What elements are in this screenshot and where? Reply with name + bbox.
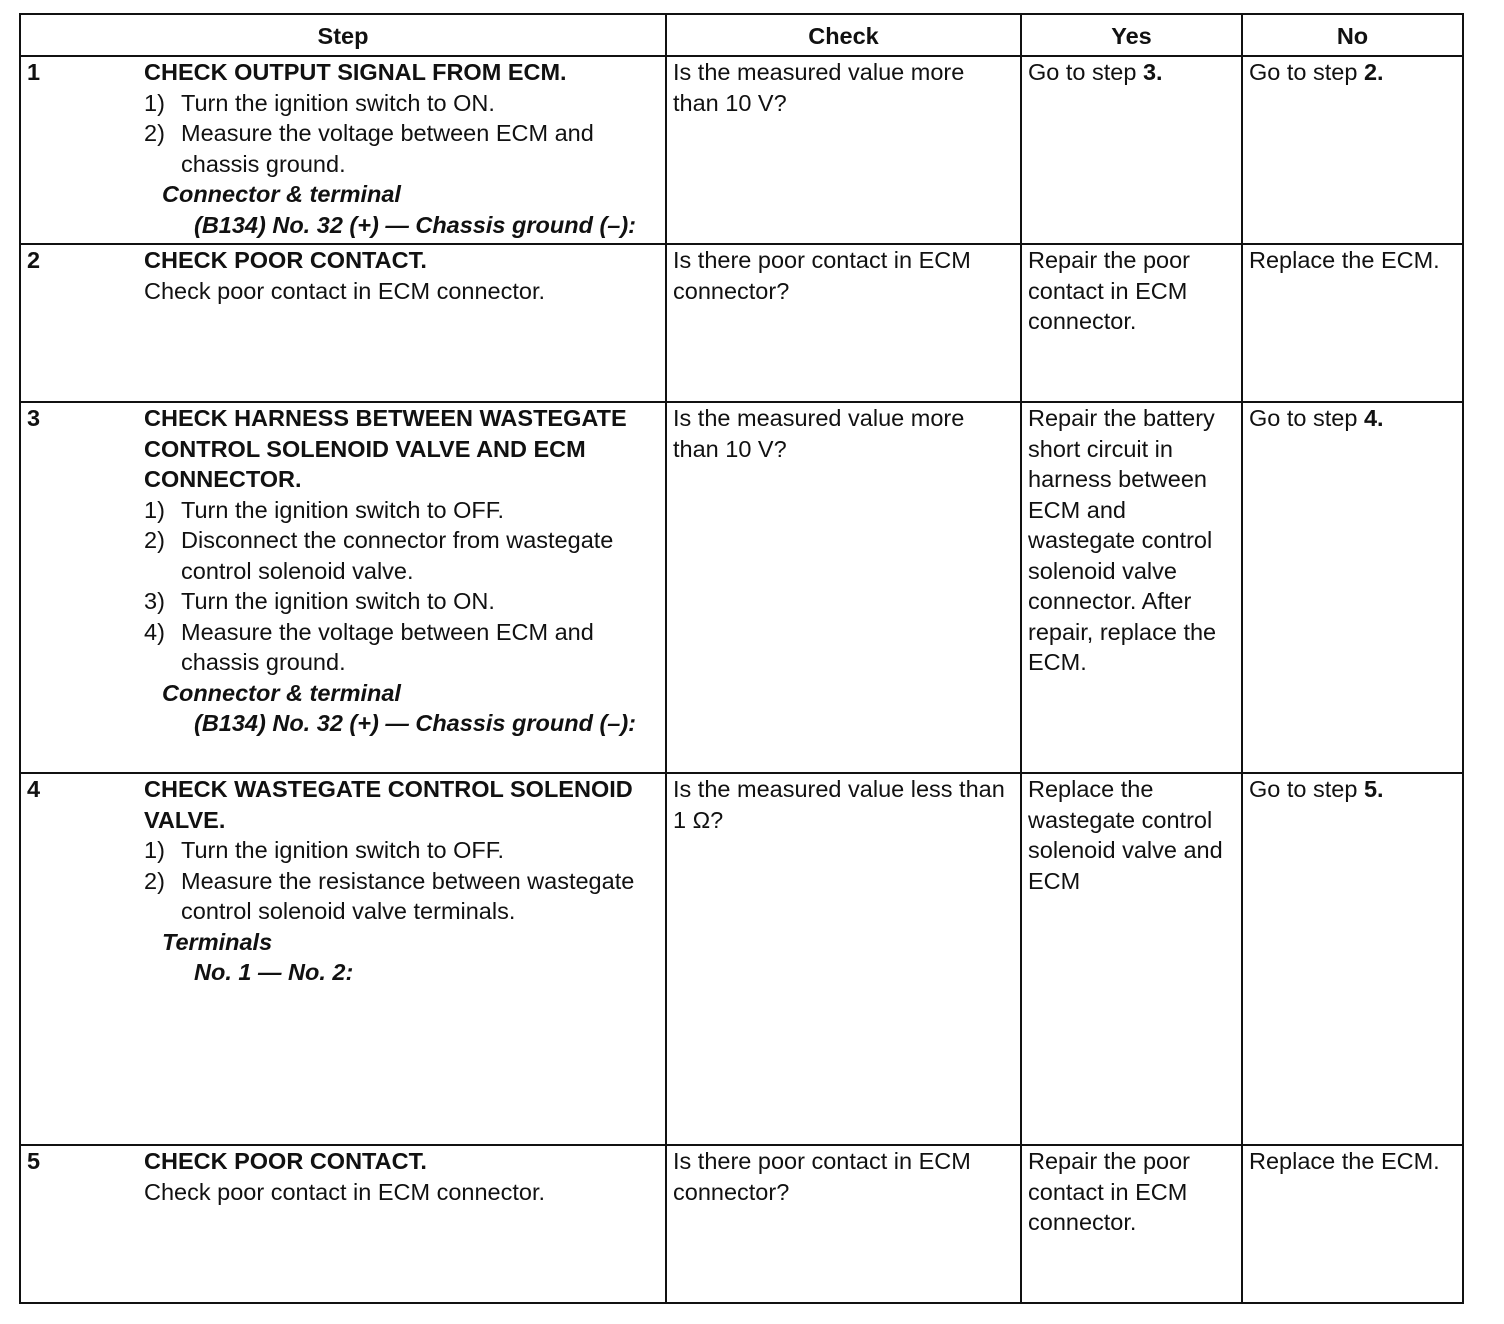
step-text: Check poor contact in ECM connector. (144, 277, 546, 304)
spec-value: No. 1 — No. 2: (194, 959, 354, 985)
sub-step-number: 2) (144, 120, 165, 146)
sub-step-text: Measure the voltage between ECM and chassis ground. (181, 618, 594, 675)
no-step-link[interactable]: 4. (1363, 405, 1384, 431)
sub-step-text: Turn the ignition switch to ON. (181, 588, 495, 614)
sub-step-number: 2) (144, 527, 165, 553)
step-cell (138, 244, 666, 402)
sub-step-number: 1) (144, 837, 165, 863)
sub-step-text: Turn the ignition switch to ON. (181, 89, 495, 116)
step-cell (138, 773, 666, 1145)
step-title: CHECK POOR CONTACT. (144, 1148, 427, 1174)
sub-step-text: Measure the voltage between ECM and chassis ground. (181, 120, 594, 177)
header-no: No (1242, 14, 1463, 56)
sub-step-number: 2) (144, 867, 165, 894)
step-number: 2 (20, 244, 138, 402)
step-number: 1 (20, 56, 138, 244)
no-text: Go to step (1249, 405, 1364, 431)
sub-step (144, 835, 659, 866)
sub-step (144, 866, 659, 927)
spec-label: Terminals (162, 928, 273, 955)
step-title: CHECK OUTPUT SIGNAL FROM ECM. (144, 59, 567, 85)
check-cell: Is the measured value more than 10 V? (666, 56, 1021, 244)
sub-step-number: 1) (144, 496, 165, 523)
spec-value: (B134) No. 32 (+) — Chassis ground (–): (194, 211, 637, 238)
yes-step-link[interactable]: 3. (1142, 59, 1163, 85)
table-row (20, 56, 1463, 244)
check-cell: Is there poor contact in ECM connector? (666, 1145, 1021, 1303)
step-cell (138, 1145, 666, 1303)
yes-text: Go to step (1028, 59, 1143, 85)
yes-cell: Repair the battery short circuit in harness between ECM and wastegate control solenoid valve connector. After repair, replace the ECM. (1021, 402, 1242, 773)
table-row (20, 402, 1463, 773)
sub-step (144, 617, 659, 678)
no-cell (1242, 56, 1463, 244)
sub-step-text: Turn the ignition switch to OFF. (181, 496, 505, 523)
no-cell (1242, 773, 1463, 1145)
header-step: Step (20, 14, 666, 56)
spec-value: (B134) No. 32 (+) — Chassis ground (–): (194, 710, 637, 736)
yes-cell: Repair the poor contact in ECM connector. (1021, 244, 1242, 402)
header-row (20, 14, 1463, 56)
no-step-link[interactable]: 5. (1363, 776, 1384, 802)
spec-label: Connector & terminal (162, 181, 401, 207)
check-cell: Is the measured value less than 1 Ω? (666, 773, 1021, 1145)
yes-cell: Replace the wastegate control solenoid valve and ECM (1021, 773, 1242, 1145)
check-cell: Is the measured value more than 10 V? (666, 402, 1021, 773)
step-number: 4 (20, 773, 138, 1145)
sub-step (144, 525, 659, 586)
step-title: CHECK HARNESS BETWEEN WASTEGATE CONTROL SOLENOID VALVE AND ECM CONNECTOR. (144, 405, 627, 492)
step-cell (138, 402, 666, 773)
no-cell (1242, 402, 1463, 773)
sub-step-text: Disconnect the connector from wastegate control solenoid valve. (181, 527, 614, 584)
sub-step (144, 118, 659, 179)
step-title: CHECK POOR CONTACT. (144, 247, 427, 273)
spec-label: Connector & terminal (162, 679, 401, 706)
sub-step-number: 1) (144, 89, 165, 116)
step-number: 5 (20, 1145, 138, 1303)
header-check: Check (666, 14, 1021, 56)
no-text: Go to step (1249, 776, 1364, 802)
sub-step-text: Turn the ignition switch to OFF. (181, 837, 505, 863)
no-step-link[interactable]: 2. (1363, 59, 1384, 85)
step-number: 3 (20, 402, 138, 773)
yes-cell: Repair the poor contact in ECM connector. (1021, 1145, 1242, 1303)
no-cell: Replace the ECM. (1242, 1145, 1463, 1303)
sub-step (144, 586, 659, 617)
table-row (20, 773, 1463, 1145)
sub-step (144, 88, 659, 119)
sub-step-number: 3) (144, 588, 165, 614)
step-title: CHECK WASTEGATE CONTROL SOLENOID VALVE. (144, 776, 633, 833)
sub-step-text: Measure the resistance between wastegate control solenoid valve terminals. (181, 867, 635, 924)
table-row (20, 244, 1463, 402)
check-cell: Is there poor contact in ECM connector? (666, 244, 1021, 402)
header-yes: Yes (1021, 14, 1242, 56)
step-cell (138, 56, 666, 244)
table-row (20, 1145, 1463, 1303)
no-text: Go to step (1249, 59, 1364, 85)
no-cell: Replace the ECM. (1242, 244, 1463, 402)
diagnostic-table (19, 13, 1464, 1304)
sub-step-number: 4) (144, 618, 165, 645)
sub-step (144, 495, 659, 526)
step-text: Check poor contact in ECM connector. (144, 1178, 546, 1205)
yes-cell (1021, 56, 1242, 244)
